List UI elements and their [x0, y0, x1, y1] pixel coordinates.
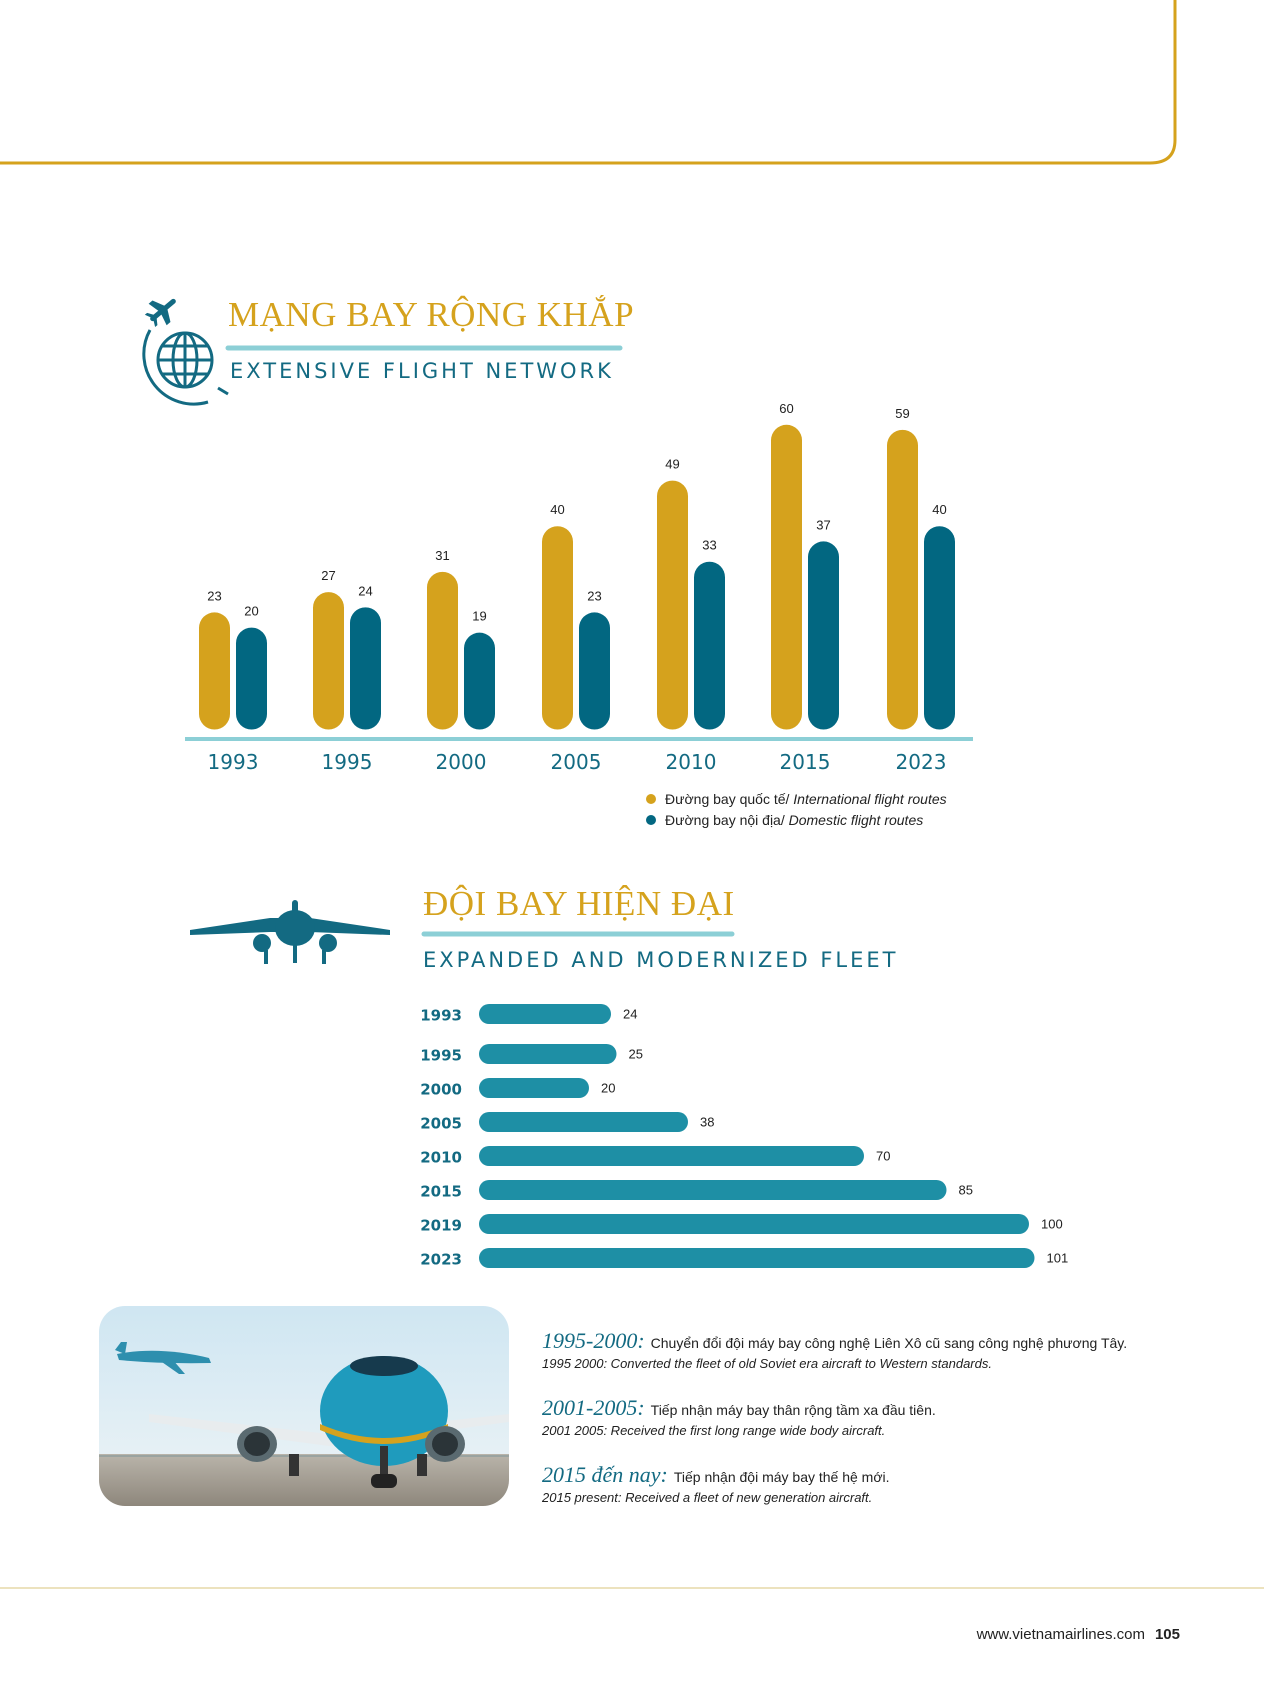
bar-domestic [694, 562, 725, 730]
aircraft-photo [99, 1306, 509, 1506]
data-label: 20 [244, 603, 259, 619]
data-label: 19 [472, 608, 487, 624]
data-label: 70 [876, 1148, 891, 1164]
bar-international [427, 572, 458, 730]
globe-plane-icon [141, 289, 228, 404]
fleet-title-vi: ĐỘI BAY HIỆN ĐẠI [423, 884, 735, 923]
timeline-text-vi: Tiếp nhận máy bay thân rộng tầm xa đầu tiên. [650, 1402, 936, 1418]
legend-label-en: Domestic flight routes [788, 812, 924, 828]
timeline-item-2 [542, 1395, 936, 1438]
network-bar-chart [185, 401, 973, 774]
data-label: 33 [702, 537, 717, 553]
bar-international [313, 592, 344, 729]
y-tick-label: 2023 [420, 1250, 462, 1269]
timeline-text-en: 1995 2000: Converted the fleet of old Soviet era aircraft to Western standards. [542, 1356, 992, 1371]
data-label: 37 [816, 517, 831, 533]
bar-domestic [236, 628, 267, 730]
legend-label-vi: Đường bay nội địa/ [665, 812, 785, 828]
legend-item-domestic [646, 812, 947, 828]
y-tick-label: 2000 [420, 1080, 462, 1099]
fleet-title-en: EXPANDED AND MODERNIZED FLEET [423, 948, 899, 972]
data-label: 49 [665, 456, 680, 472]
bar-international [887, 430, 918, 730]
legend-label-vi: Đường bay quốc tế/ [665, 791, 790, 807]
data-label: 25 [628, 1046, 643, 1062]
fleet-bar [479, 1112, 688, 1132]
data-label: 24 [358, 583, 373, 599]
bar-domestic [464, 633, 495, 730]
bar-international [199, 612, 230, 729]
y-tick-label: 1993 [420, 1006, 462, 1025]
page-footer [977, 1626, 1180, 1643]
legend-item-international [646, 791, 947, 807]
fleet-bar [479, 1078, 589, 1098]
x-tick-label: 2015 [779, 750, 831, 774]
y-tick-label: 2015 [420, 1182, 462, 1201]
data-label: 40 [932, 502, 947, 518]
data-label: 20 [601, 1080, 616, 1096]
timeline-text-vi: Chuyển đổi đội máy bay công nghệ Liên Xô cũ sang công nghệ phương Tây. [650, 1335, 1128, 1351]
bar-domestic [350, 607, 381, 729]
timeline-period: 2015 đến nay: [542, 1462, 668, 1487]
timeline-item-3 [542, 1462, 890, 1505]
data-label: 85 [958, 1182, 973, 1198]
airplane-icon [190, 900, 390, 964]
fleet-bar [479, 1214, 1029, 1234]
fleet-bar-chart [420, 1004, 1068, 1269]
timeline-text-en: 2015 present: Received a fleet of new generation aircraft. [542, 1490, 873, 1505]
data-label: 60 [779, 400, 794, 416]
timeline-text-vi: Tiếp nhận đội máy bay thế hệ mới. [673, 1469, 890, 1485]
legend-swatch-teal [646, 815, 656, 825]
fleet-bar [479, 1180, 947, 1200]
x-tick-label: 1993 [207, 750, 259, 774]
timeline-period: 1995-2000: [542, 1328, 645, 1353]
fleet-bar [479, 1044, 617, 1064]
data-label: 24 [623, 1006, 638, 1022]
network-legend [646, 791, 947, 828]
data-label: 31 [435, 547, 450, 563]
y-tick-label: 2010 [420, 1148, 462, 1167]
x-tick-label: 2000 [435, 750, 487, 774]
fleet-bar [479, 1004, 611, 1024]
fleet-bar [479, 1146, 864, 1166]
x-tick-label: 2023 [895, 750, 947, 774]
page-number: 105 [1154, 1626, 1180, 1643]
data-label: 23 [207, 588, 222, 604]
bar-international [542, 526, 573, 729]
timeline-period: 2001-2005: [542, 1395, 645, 1420]
bar-domestic [808, 541, 839, 729]
data-label: 101 [1046, 1250, 1069, 1266]
data-label: 23 [587, 588, 602, 604]
data-label: 100 [1041, 1216, 1063, 1232]
y-tick-label: 1995 [420, 1046, 462, 1065]
bar-domestic [924, 526, 955, 729]
y-tick-label: 2019 [420, 1216, 462, 1235]
legend-swatch-gold [646, 794, 656, 804]
x-tick-label: 1995 [321, 750, 373, 774]
fleet-bar [479, 1248, 1035, 1268]
top-frame-line [0, 0, 1175, 163]
legend-label-en: International flight routes [793, 791, 947, 807]
data-label: 59 [895, 405, 910, 421]
timeline-item-1 [542, 1328, 1127, 1371]
data-label: 27 [321, 568, 336, 584]
data-label: 38 [700, 1114, 715, 1130]
network-title-vi: MẠNG BAY RỘNG KHẮP [228, 295, 635, 334]
data-label: 40 [550, 502, 565, 518]
timeline-text-en: 2001 2005: Received the first long range wide body aircraft. [542, 1423, 886, 1438]
bar-international [771, 425, 802, 730]
bar-international [657, 481, 688, 730]
network-title-en: EXTENSIVE FLIGHT NETWORK [230, 359, 614, 383]
x-tick-label: 2005 [550, 750, 602, 774]
y-tick-label: 2005 [420, 1114, 462, 1133]
x-tick-label: 2010 [665, 750, 717, 774]
website-link[interactable]: www.vietnamairlines.com [976, 1626, 1145, 1643]
aircraft-photo-drawing [99, 1306, 509, 1506]
bar-domestic [579, 612, 610, 729]
